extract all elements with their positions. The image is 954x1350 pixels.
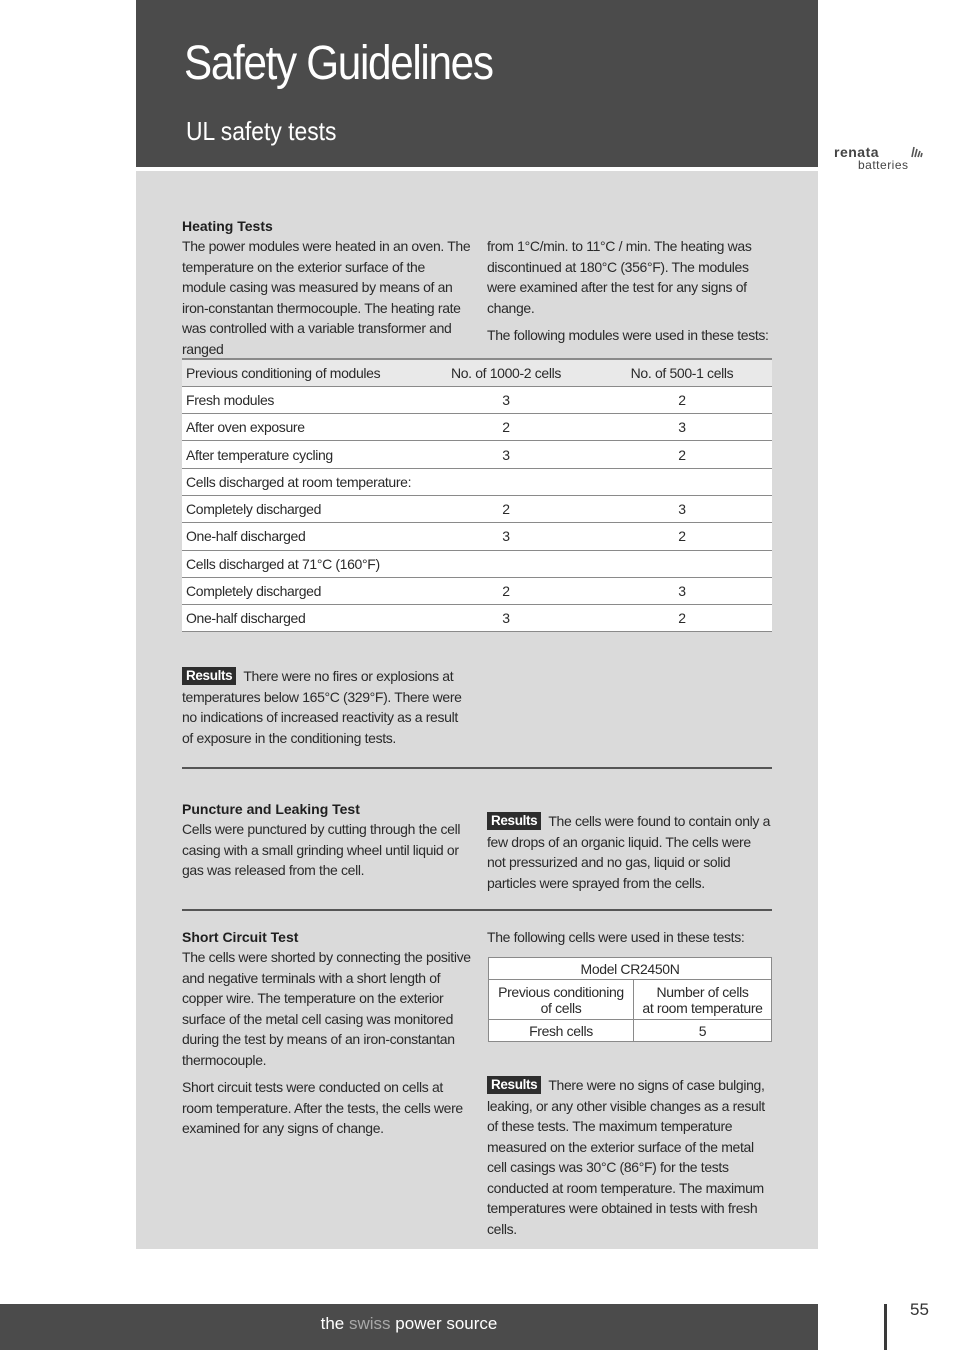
heating-modules-table — [182, 358, 772, 632]
table-cell: 3 — [592, 414, 772, 441]
table-cell — [592, 468, 772, 495]
table-row — [182, 386, 772, 413]
header-line: Number of cells — [656, 983, 749, 1000]
table-cell: One-half discharged — [182, 605, 420, 632]
section-divider — [182, 767, 772, 769]
table-header-cell — [634, 980, 772, 1020]
table-row — [182, 495, 772, 522]
puncture-results — [487, 811, 772, 893]
logo-wordmark: renata — [834, 144, 880, 160]
results-badge: Results — [182, 667, 236, 685]
table-cell: 2 — [420, 495, 592, 522]
heating-text-col2: from 1°C/min. to 11°C / min. The heating was discontinued at 180°C (356°F). The modules were examined after the test for any signs of change. — [487, 238, 752, 316]
results-badge: Results — [487, 1076, 541, 1094]
section-divider — [182, 909, 772, 911]
page-number-rule — [884, 1304, 887, 1350]
table-cell: 3 — [420, 386, 592, 413]
table-cell: Completely discharged — [182, 495, 420, 522]
page-number: 55 — [910, 1300, 929, 1319]
table-header-row — [182, 359, 772, 386]
puncture-results-text: The cells were found to contain only a few drops of an organic liquid. The cells were not pressurized and no gas, liquid or solid particles were sprayed from the cells. — [487, 813, 771, 891]
puncture-heading: Puncture and Leaking Test — [182, 801, 360, 817]
table-cell: 2 — [592, 605, 772, 632]
table-cell: 2 — [592, 386, 772, 413]
table-row — [182, 441, 772, 468]
short-circuit-heading: Short Circuit Test — [182, 929, 299, 945]
table-cell: 3 — [420, 605, 592, 632]
table-header-cell: Previous conditioning of modules — [182, 359, 420, 386]
table-row — [182, 523, 772, 550]
table-row — [182, 550, 772, 577]
results-badge: Results — [487, 812, 541, 830]
table-cell — [592, 550, 772, 577]
heating-results-text: There were no fires or explosions at temperatures below 165°C (329°F). There were no indications of increased reactivity as a result of exposure in the conditioning tests. — [182, 668, 462, 746]
header-line: Previous conditioning — [498, 983, 624, 1000]
table-row — [489, 1020, 772, 1042]
puncture-text: Cells were punctured by cutting through the cell casing with a small grinding wheel until liquid or gas was released from the cell. — [182, 821, 461, 878]
table-header-cell: Model CR2450N — [489, 958, 772, 980]
table-cell: After temperature cycling — [182, 441, 420, 468]
table-cell: Fresh cells — [489, 1020, 634, 1042]
table-cell: One-half discharged — [182, 523, 420, 550]
table-cell: 3 — [420, 441, 592, 468]
table-cell: 2 — [420, 577, 592, 604]
footer-text-swiss: swiss — [349, 1314, 391, 1333]
page-title: Safety Guidelines — [184, 37, 493, 90]
footer-text-post: power source — [395, 1314, 498, 1333]
header-line: of cells — [540, 999, 582, 1016]
table-cell: Cells discharged at room temperature: — [182, 468, 420, 495]
page-footer — [0, 1304, 818, 1350]
cells-intro: The following cells were used in these tests: — [487, 929, 745, 945]
table-row — [182, 577, 772, 604]
table-row — [489, 980, 772, 1020]
table-cell: Cells discharged at 71°C (160°F) — [182, 550, 420, 577]
table-cell: Completely discharged — [182, 577, 420, 604]
table-row — [489, 958, 772, 980]
heating-heading: Heating Tests — [182, 218, 273, 234]
table-cell: 2 — [592, 441, 772, 468]
short-circuit-results — [487, 1075, 772, 1239]
page-subtitle: UL safety tests — [186, 116, 337, 146]
header-line: at room temperature — [642, 999, 763, 1016]
table-cell: Fresh modules — [182, 386, 420, 413]
table-cell: 3 — [592, 495, 772, 522]
table-header-cell: No. of 500-1 cells — [592, 359, 772, 386]
table-row — [182, 414, 772, 441]
table-cell: After oven exposure — [182, 414, 420, 441]
table-row — [182, 468, 772, 495]
heating-text-col1: The power modules were heated in an oven. The temperature on the exterior surface of the module casing was measured by means of an iron-constantan thermocouple. The heating rate was controlled with a variable transformer and ranged — [182, 238, 471, 357]
heating-results — [182, 666, 472, 748]
table-cell: 3 — [420, 523, 592, 550]
cells-table — [488, 957, 772, 1042]
logo-subtitle: batteries — [858, 158, 909, 172]
table-cell: 3 — [592, 577, 772, 604]
logo-wave-icon — [911, 146, 923, 158]
table-header-cell: No. of 1000-2 cells — [420, 359, 592, 386]
table-cell — [420, 468, 592, 495]
renata-logo — [834, 144, 944, 174]
heating-modules-intro: The following modules were used in these tests: — [487, 327, 769, 343]
table-cell: 2 — [592, 523, 772, 550]
short-circuit-text: The cells were shorted by connecting the positive and negative terminals with a short length of copper wire. The temperature on the exterior surface of the metal cell casing was monitored during the test by means of an iron-constantan thermocouple. — [182, 949, 471, 1068]
footer-text-pre: the — [320, 1314, 345, 1333]
page-header — [136, 0, 818, 167]
table-cell: 5 — [634, 1020, 772, 1042]
table-row — [182, 605, 772, 632]
short-circuit-results-text: There were no signs of case bulging, leaking, or any other visible changes as a result of these tests. The maximum temperature measured on the exterior surface of the metal cell casings was 30°C (86°F) for the tests conducted at room temperature. The maximum temperatures were obtained in tests with fresh cells. — [487, 1077, 765, 1237]
table-cell — [420, 550, 592, 577]
table-header-cell — [489, 980, 634, 1020]
table-cell: 2 — [420, 414, 592, 441]
short-circuit-text-2: Short circuit tests were conducted on cells at room temperature. After the tests, the cells were examined for any signs of change. — [182, 1079, 463, 1136]
